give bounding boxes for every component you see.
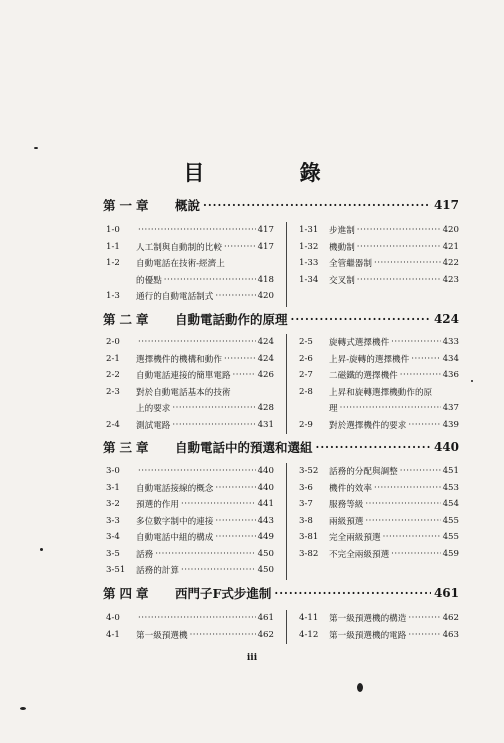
toc-entry (299, 367, 459, 384)
toc-entry (299, 272, 459, 289)
dot-leader (408, 420, 440, 430)
toc-entry (299, 513, 459, 530)
chapter-label: 第三章 (103, 440, 153, 455)
toc-entry (299, 351, 459, 368)
dot-leader (138, 613, 256, 623)
column-divider (286, 610, 287, 644)
toc-entry (106, 334, 274, 351)
section-title: 兩級預選 (329, 516, 364, 527)
section-title: 理 (329, 404, 338, 415)
toc-entry (299, 400, 459, 417)
chapter-page: 440 (433, 440, 459, 454)
dot-leader (138, 466, 256, 476)
toc-entry (106, 351, 274, 368)
toc-entry (299, 529, 459, 546)
dot-leader (316, 441, 431, 454)
column-divider (286, 334, 287, 434)
section-page: 426 (257, 370, 274, 381)
dot-leader (215, 483, 255, 493)
section-number: 2-0 (106, 337, 120, 348)
section-title: 機動制 (329, 242, 355, 253)
chapter-heading-2 (103, 310, 459, 328)
section-page: 420 (257, 291, 274, 302)
section-number: 3-4 (106, 532, 120, 543)
section-number: 3-8 (299, 515, 313, 526)
toc-entry (106, 463, 274, 480)
section-number: 3-0 (106, 466, 120, 477)
chapter-page: 424 (433, 312, 459, 326)
toc-entry (106, 496, 274, 513)
section-title: 服務等級 (329, 500, 364, 511)
section-title: 機件的效率 (329, 483, 372, 494)
dot-leader (400, 466, 441, 476)
toc-entry (106, 272, 274, 289)
section-page: 440 (257, 466, 274, 477)
section-number: 3-82 (299, 548, 319, 559)
dot-leader (357, 275, 441, 285)
section-page: 459 (442, 548, 459, 559)
chapter-heading-3 (103, 438, 459, 456)
section-page: 437 (442, 403, 459, 414)
section-number: 3-7 (299, 499, 313, 510)
section-page: 439 (442, 419, 459, 430)
section-title: 交叉制 (329, 275, 355, 286)
toc-entry (106, 288, 274, 305)
section-title: 選擇機件的機構和動作 (136, 354, 222, 365)
toc-entry (106, 610, 274, 627)
dot-leader (172, 403, 255, 413)
dot-leader (172, 420, 255, 430)
toc-entry (299, 627, 459, 644)
section-title: 自動電話接線的概念 (136, 483, 214, 494)
left-column (106, 222, 274, 305)
toc-entry (106, 546, 274, 563)
toc-entry (299, 334, 459, 351)
section-title: 人工制與自動制的比較 (136, 242, 222, 253)
dot-leader (408, 613, 440, 623)
section-page: 428 (257, 403, 274, 414)
toc-entry (299, 222, 459, 239)
section-page: 455 (442, 515, 459, 526)
dot-leader (340, 403, 441, 413)
dot-leader (215, 532, 255, 542)
page-number: iii (246, 653, 258, 663)
section-page: 424 (257, 337, 274, 348)
section-number: 1-34 (299, 274, 319, 285)
section-number: 1-3 (106, 291, 120, 302)
chapter-page: 417 (433, 198, 459, 212)
section-number: 2-9 (299, 419, 313, 430)
chapter-page: 461 (433, 586, 459, 600)
dot-leader (138, 225, 256, 235)
chapter-title: 自動電話中的預選和選組 (175, 440, 313, 455)
section-title: 測試電路 (136, 420, 171, 431)
toc-entry (299, 255, 459, 272)
toc-entry (106, 239, 274, 256)
right-column (299, 222, 459, 288)
scan-speck (34, 147, 38, 149)
section-page: 421 (442, 241, 459, 252)
dot-leader (357, 225, 441, 235)
section-page: 418 (257, 274, 274, 285)
section-title: 二磁鐵的選擇機件 (329, 371, 398, 382)
section-page: 441 (257, 499, 274, 510)
section-number: 2-7 (299, 370, 313, 381)
toc-entry (299, 480, 459, 497)
toc-entry (106, 417, 274, 434)
section-title: 旋轉式選擇機件 (329, 338, 390, 349)
section-number: 4-11 (299, 613, 319, 624)
section-number: 3-3 (106, 515, 120, 526)
section-number: 4-1 (106, 629, 120, 640)
dot-leader (181, 499, 256, 509)
section-number: 3-51 (106, 565, 126, 576)
dot-leader (164, 275, 256, 285)
column-divider (286, 463, 287, 580)
section-page: 424 (257, 353, 274, 364)
section-page: 434 (442, 353, 459, 364)
section-number: 4-0 (106, 613, 120, 624)
dot-leader (400, 370, 441, 380)
section-title: 對於選擇機件的要求 (329, 420, 407, 431)
toc-entry (299, 417, 459, 434)
right-column (299, 334, 459, 433)
toc-entry (106, 529, 274, 546)
section-number: 1-0 (106, 225, 120, 236)
right-column (299, 463, 459, 562)
section-title: 自動電話在技術-經濟上 (136, 259, 225, 270)
dot-leader (374, 483, 441, 493)
toc-entry (106, 480, 274, 497)
chapter-label: 第一章 (103, 198, 153, 213)
section-number: 2-5 (299, 337, 313, 348)
dot-leader (215, 516, 255, 526)
section-number: 3-2 (106, 499, 120, 510)
dot-leader (233, 370, 256, 380)
dot-leader (291, 313, 431, 326)
toc-entry (106, 627, 274, 644)
scan-speck (357, 683, 363, 692)
dot-leader (203, 199, 431, 212)
section-title: 話務 (136, 549, 154, 560)
section-title: 的優點 (136, 275, 162, 286)
section-page: 455 (442, 532, 459, 543)
toc-entry (106, 400, 274, 417)
section-page: 451 (442, 466, 459, 477)
chapter-3-entries (103, 463, 459, 580)
section-page: 431 (257, 419, 274, 430)
section-number: 1-32 (299, 241, 319, 252)
section-number: 1-1 (106, 241, 120, 252)
section-title: 全管繼器制 (329, 259, 372, 270)
toc-entry (106, 513, 274, 530)
scan-speck (20, 707, 26, 710)
dot-leader (383, 532, 441, 542)
section-page: 423 (442, 274, 459, 285)
toc-entry (106, 255, 274, 272)
section-number: 2-3 (106, 386, 120, 397)
dot-leader (155, 549, 255, 559)
section-page: 443 (257, 515, 274, 526)
section-title: 話務的計算 (136, 566, 179, 577)
section-title: 上的要求 (136, 404, 171, 415)
dot-leader (365, 516, 440, 526)
section-number: 2-1 (106, 353, 120, 364)
toc-entry (299, 463, 459, 480)
section-number: 3-1 (106, 482, 120, 493)
section-number: 1-31 (299, 225, 319, 236)
chapter-1-entries (103, 222, 459, 307)
section-title: 預選的作用 (136, 500, 179, 511)
section-number: 4-12 (299, 629, 319, 640)
section-number: 3-6 (299, 482, 313, 493)
section-title: 完全兩級預選 (329, 533, 381, 544)
chapter-label: 第四章 (103, 586, 153, 601)
section-title: 話務的分配與調整 (329, 467, 398, 478)
chapter-heading-1 (103, 196, 459, 214)
section-page: 463 (442, 629, 459, 640)
toc-entry (299, 384, 459, 401)
section-page: 417 (257, 225, 274, 236)
toc-entry (299, 546, 459, 563)
section-number: 3-52 (299, 466, 319, 477)
chapter-title: 概說 (175, 198, 201, 213)
dot-leader (391, 337, 440, 347)
section-page: 449 (257, 532, 274, 543)
chapter-2-entries (103, 334, 459, 434)
dot-leader (224, 354, 256, 364)
dot-leader (274, 587, 431, 600)
toc-entry (106, 222, 274, 239)
section-title: 多位數字制中的連接 (136, 516, 214, 527)
dot-leader (408, 630, 440, 640)
dot-leader (411, 354, 440, 364)
section-title: 不完全兩級預選 (329, 549, 390, 560)
section-page: 420 (442, 225, 459, 236)
toc-entry (299, 239, 459, 256)
section-title: 第一級預選機的構造 (329, 614, 407, 625)
column-divider (286, 222, 287, 307)
section-number: 1-33 (299, 258, 319, 269)
section-page: 462 (442, 613, 459, 624)
section-page: 436 (442, 370, 459, 381)
dot-leader (357, 242, 441, 252)
section-page: 422 (442, 258, 459, 269)
section-number: 2-2 (106, 370, 120, 381)
chapter-title: 西門子F式步進制 (175, 586, 272, 601)
section-title: 自動電話連接的簡單電路 (136, 371, 231, 382)
dot-leader (138, 337, 256, 347)
toc-entry (106, 562, 274, 579)
toc-entry (106, 367, 274, 384)
toc-entry (106, 384, 274, 401)
chapter-label: 第二章 (103, 312, 153, 327)
section-title: 上昇和旋轉選擇機動作的原 (329, 387, 433, 398)
section-title: 自動電話中組的構成 (136, 533, 214, 544)
section-page: 461 (257, 613, 274, 624)
section-page: 454 (442, 499, 459, 510)
page-title: 目 錄 (183, 160, 365, 185)
section-page: 462 (257, 629, 274, 640)
section-page: 450 (257, 565, 274, 576)
section-title: 通行的自動電話制式 (136, 292, 214, 303)
section-number: 3-81 (299, 532, 319, 543)
left-column (106, 463, 274, 579)
left-column (106, 610, 274, 643)
dot-leader (215, 291, 255, 301)
dot-leader (365, 499, 440, 509)
chapter-title: 自動電話動作的原理 (175, 312, 288, 327)
dot-leader (391, 549, 440, 559)
chapter-4-entries (103, 610, 459, 644)
dot-leader (224, 242, 256, 252)
chapter-heading-4 (103, 584, 459, 602)
scan-speck (40, 548, 43, 551)
scan-speck (471, 380, 473, 382)
section-page: 440 (257, 482, 274, 493)
section-title: 上昇-旋轉的選擇機件 (329, 354, 410, 365)
section-number: 2-6 (299, 353, 313, 364)
section-page: 417 (257, 241, 274, 252)
section-title: 步進制 (329, 226, 355, 237)
right-column (299, 610, 459, 643)
left-column (106, 334, 274, 433)
dot-leader (374, 258, 441, 268)
section-title: 第一級預選機 (136, 630, 188, 641)
section-number: 3-5 (106, 548, 120, 559)
section-number: 2-8 (299, 386, 313, 397)
toc-entry (299, 496, 459, 513)
section-page: 433 (442, 337, 459, 348)
section-page: 453 (442, 482, 459, 493)
toc-entry (299, 610, 459, 627)
dot-leader (181, 565, 256, 575)
section-page: 450 (257, 548, 274, 559)
dot-leader (190, 630, 256, 640)
section-title: 對於自動電話基本的技術 (136, 387, 231, 398)
section-number: 2-4 (106, 419, 120, 430)
section-number: 1-2 (106, 258, 120, 269)
section-title: 第一級預選機的電路 (329, 630, 407, 641)
